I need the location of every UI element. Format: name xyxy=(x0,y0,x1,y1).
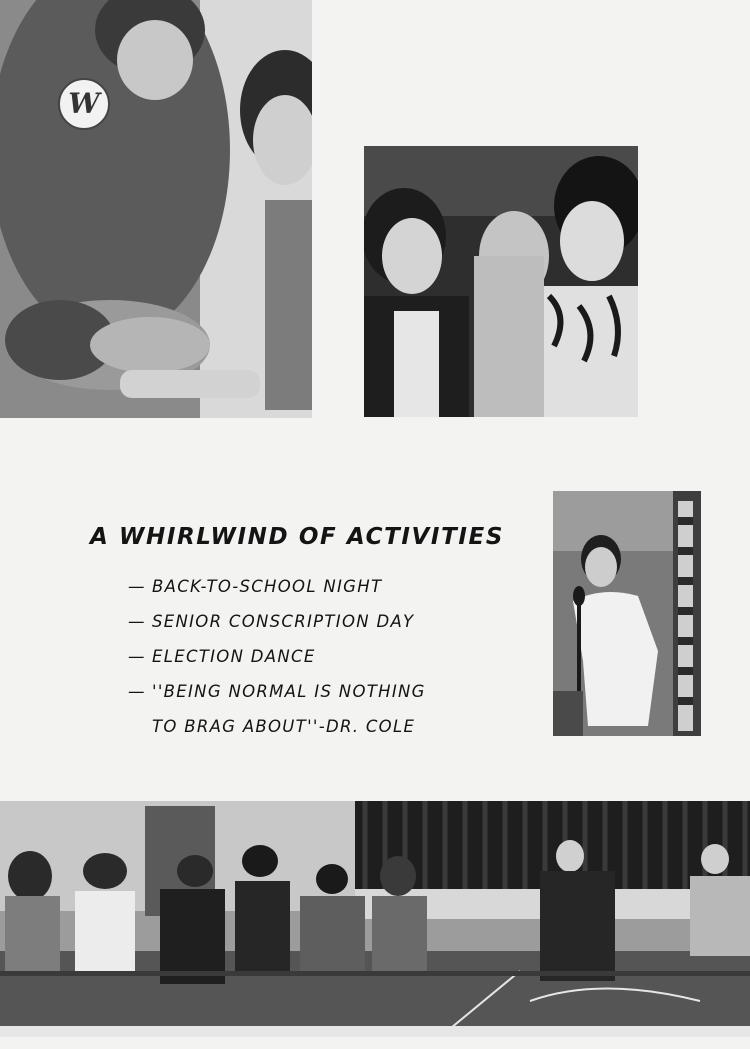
list-item-text: SENIOR CONSCRIPTION DAY xyxy=(152,612,415,631)
page-title: A WHIRLWIND OF ACTIVITIES xyxy=(90,524,504,550)
list-dash: — xyxy=(128,612,146,631)
list-item xyxy=(128,647,426,682)
list-item-text: BACK-TO-SCHOOL NIGHT xyxy=(152,577,383,596)
list-item-text: ''BEING NORMAL IS NOTHING xyxy=(152,682,426,701)
list-item xyxy=(128,717,426,752)
list-dash: — xyxy=(128,647,146,666)
list-item xyxy=(128,577,426,612)
list-item-text: ELECTION DANCE xyxy=(152,647,316,666)
badge-letter: W xyxy=(68,87,100,120)
list-item xyxy=(128,612,426,647)
list-dash: — xyxy=(128,577,146,596)
campaign-badge-icon xyxy=(58,78,110,130)
list-dash: — xyxy=(128,682,146,701)
list-item-text: TO BRAG ABOUT''-DR. COLE xyxy=(152,717,416,736)
list-item xyxy=(128,682,426,717)
photo-girls-with-dish xyxy=(0,0,312,418)
activity-list xyxy=(128,577,426,752)
photo-women-talking xyxy=(364,146,638,417)
photo-panel-discussion xyxy=(0,801,750,1037)
photo-speaker-microphone xyxy=(553,491,701,736)
